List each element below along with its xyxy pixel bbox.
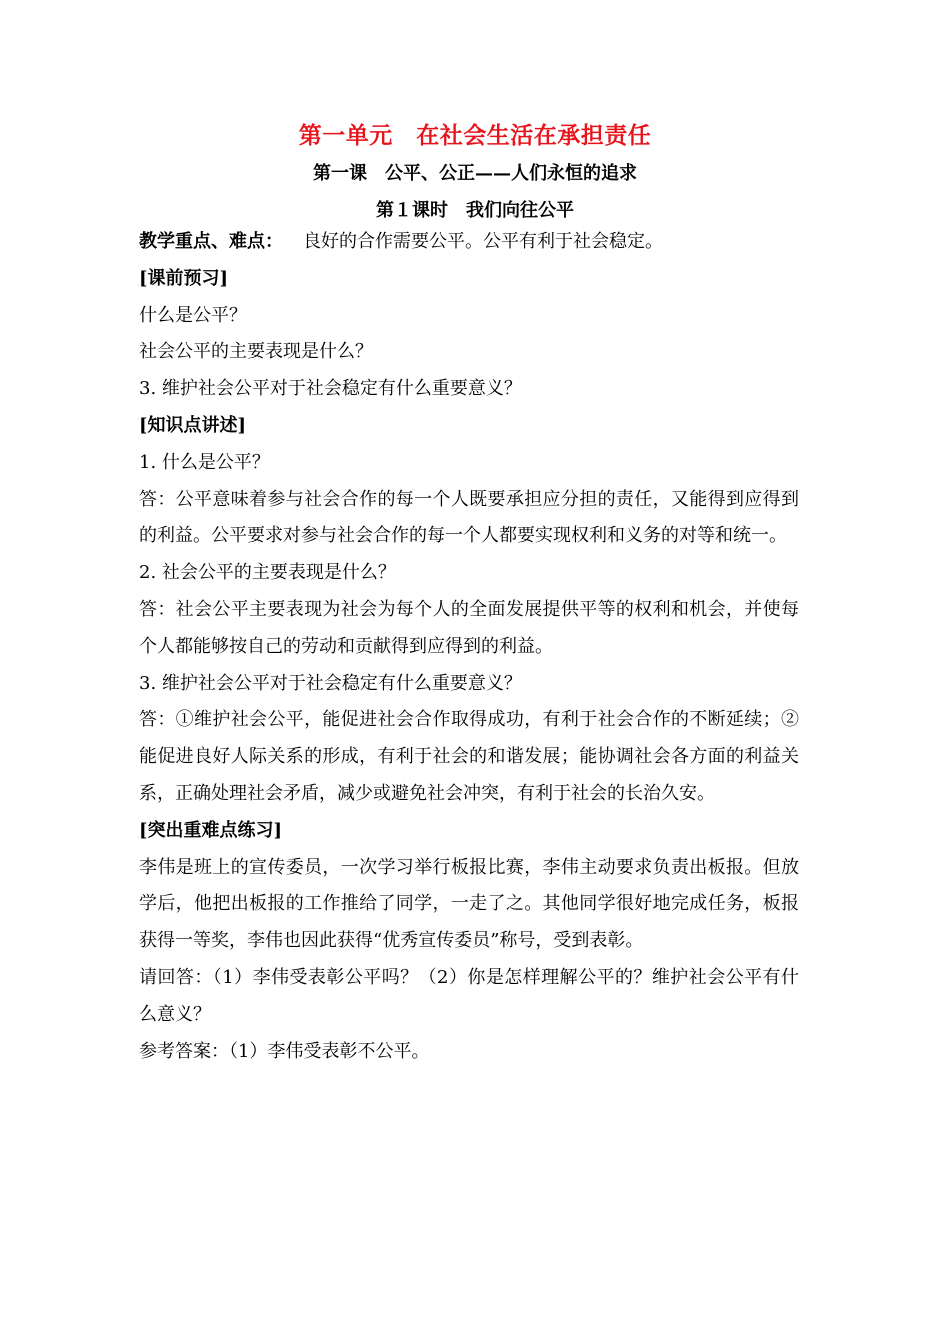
document-body [139,224,799,1070]
key-points-line [139,224,799,261]
preview-item: 3. 维护社会公平对于社会稳定有什么重要意义？ [139,378,522,400]
knowledge-question-2: 2. 社会公平的主要表现是什么？ [139,562,396,584]
knowledge-heading: [知识点讲述] [139,414,247,436]
knowledge-question-3: 3. 维护社会公平对于社会稳定有什么重要意义？ [139,672,522,694]
knowledge-answer-2: 答：社会公平主要表现为社会为每个人的全面发展提供平等的权利和机会，并使每个人都能够按自己的劳动和贡献得到应得到的利益。 [139,598,799,657]
knowledge-question-1: 1. 什么是公平？ [139,451,270,473]
preview-item: 什么是公平？ [139,304,247,326]
lesson-title: 第一课 公平、公正——人们永恒的追求 [313,163,637,184]
period-title: 第１课时 我们向往公平 [376,200,574,221]
key-points-label: 教学重点、难点： [139,231,283,252]
practice-heading: [突出重难点练习] [139,819,283,841]
practice-question: 请回答：（1）李伟受表彰公平吗？（2）你是怎样理解公平的？维护社会公平有什么意义？ [139,966,799,1025]
practice-story: 李伟是班上的宣传委员，一次学习举行板报比赛，李伟主动要求负责出板报。但放学后，他把出板报的工作推给了同学，一走了之。其他同学很好地完成任务，板报获得一等奖，李伟也因此获得“优秀宣传委员”称号，受到表彰。 [139,856,799,952]
key-points-text: 良好的合作需要公平。公平有利于社会稳定。 [303,231,663,252]
knowledge-answer-3: 答：①维护社会公平，能促进社会合作取得成功，有利于社会合作的不断延续；②能促进良好人际关系的形成，有利于社会的和谐发展；能协调社会各方面的利益关系，正确处理社会矛盾，减少或避免社会冲突，有利于社会的长治久安。 [139,709,799,804]
knowledge-answer-1: 答：公平意味着参与社会合作的每一个人既要承担应分担的责任，又能得到应得到的利益。公平要求对参与社会合作的每一个人都要实现权利和义务的对等和统一。 [139,488,799,547]
preview-heading: [课前预习] [139,267,229,289]
unit-title: 第一单元 在社会生活在承担责任 [298,122,652,149]
practice-answer: 参考答案：（1）李伟受表彰不公平。 [139,1040,430,1062]
preview-item: 社会公平的主要表现是什么？ [139,341,373,363]
